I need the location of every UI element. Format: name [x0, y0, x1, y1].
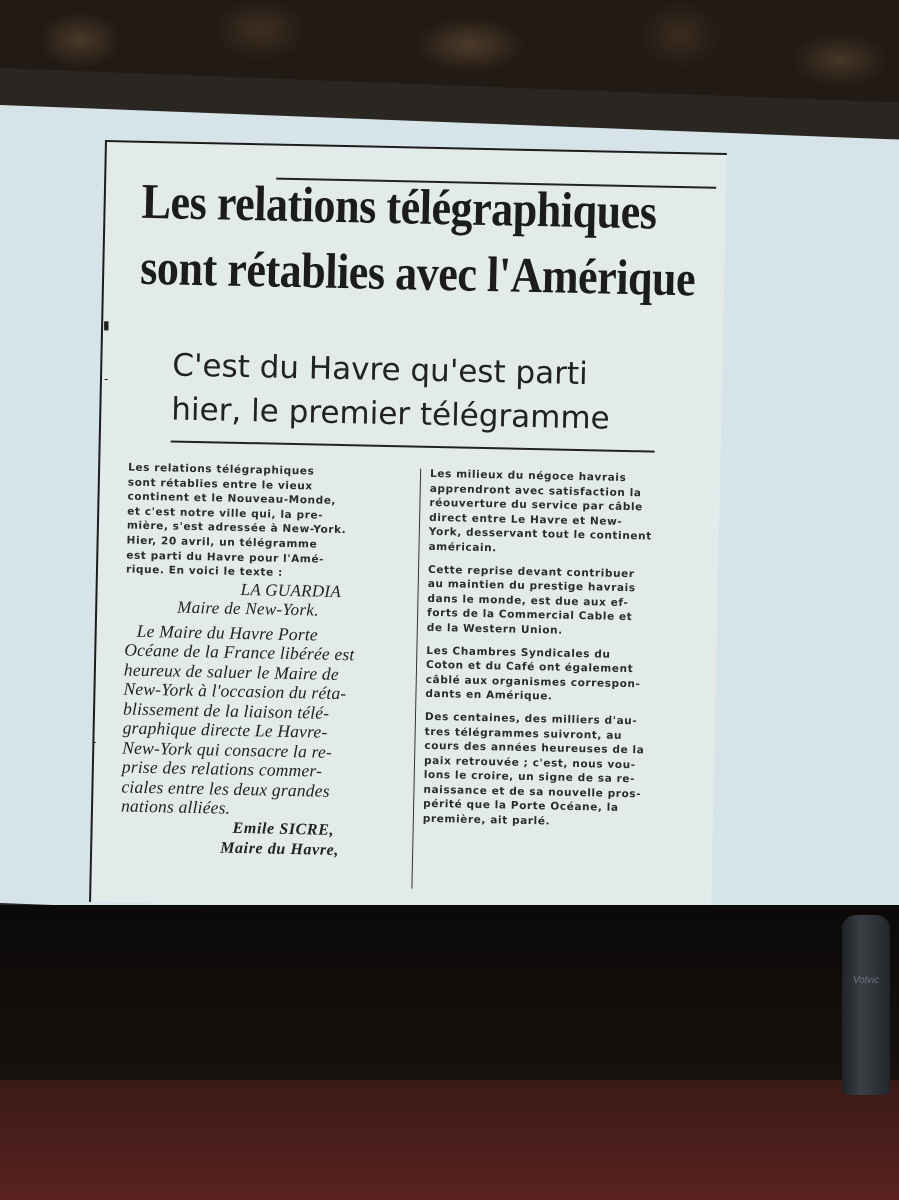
text-line: cours des années heureuses de la	[424, 739, 645, 757]
text-line: de la Western Union.	[426, 621, 563, 637]
text-line: au maintien du prestige havrais	[427, 578, 636, 595]
paragraph-2	[427, 562, 708, 641]
addressee-title: Maire de New-York.	[177, 597, 319, 620]
text-line: Les milieux du négoce havrais	[429, 467, 627, 484]
subheadline	[171, 343, 611, 440]
message-line: graphique directe Le Havre-	[122, 717, 328, 743]
right-column	[423, 467, 710, 832]
message-line: blissement de la liaison télé-	[122, 698, 330, 723]
addressee-name: LA GUARDIA	[240, 579, 342, 601]
message-line: New-York à l'occasion du réta-	[123, 678, 347, 704]
headline-line-2: sont rétablies avec l'Amérique	[139, 238, 696, 307]
subheadline-line-2: hier, le premier télégramme	[170, 391, 611, 437]
message-line: Le Maire du Havre Porte	[136, 620, 319, 645]
text-line: paix retrouvée ; c'est, nous vou-	[423, 754, 636, 771]
telegram-message	[121, 621, 415, 822]
headline	[139, 168, 696, 311]
telegram-signature	[120, 816, 411, 862]
intro-paragraph	[126, 461, 418, 584]
text-line: américain.	[428, 540, 497, 555]
bottle-label: Volvic	[852, 975, 880, 986]
text-line: forts de la Commercial Cable et	[427, 607, 633, 624]
text-line: tres télégrammes suivront, au	[424, 725, 623, 742]
text-line: est parti du Havre pour l'Amé-	[126, 549, 325, 566]
water-bottle	[842, 915, 890, 1095]
text-line: Cette reprise devant contribuer	[427, 563, 635, 580]
message-line: ciales entre les deux grandes	[121, 776, 330, 801]
newspaper-clipping	[89, 140, 727, 915]
text-line: Hier, 20 avril, un télégramme	[126, 534, 318, 551]
text-line: rique. En voici le texte :	[125, 563, 283, 579]
paragraph-3	[425, 643, 706, 707]
text-line: câblé aux organismes correspon-	[425, 673, 641, 691]
text-line: périté que la Porte Océane, la	[423, 798, 619, 815]
text-line: dants en Amérique.	[425, 688, 553, 703]
text-line: Des centaines, des milliers d'au-	[424, 710, 638, 728]
text-line: dans le monde, est due aux ef-	[427, 592, 629, 609]
text-line: Coton et du Café ont également	[425, 658, 634, 676]
signature-title: Maire du Havre,	[220, 839, 340, 859]
text-line: réouverture du service par câble	[429, 497, 643, 514]
paragraph-4	[423, 710, 705, 833]
left-column	[120, 461, 418, 863]
text-line: mière, s'est adressée à New-York.	[126, 519, 347, 537]
text-line: York, desservant tout le continent	[428, 526, 652, 543]
subheadline-line-1: C'est du Havre qu'est parti	[171, 347, 589, 393]
margin-mark: -	[92, 735, 97, 749]
text-line: continent et le Nouveau-Monde,	[127, 490, 337, 508]
text-line: Les Chambres Syndicales du	[426, 644, 611, 661]
text-line: lons le croire, un signe de sa re-	[423, 769, 636, 786]
margin-mark: -	[104, 372, 109, 386]
margin-mark: ▮	[103, 318, 110, 332]
message-line: New-York qui consacre la re-	[122, 737, 333, 762]
paragraph-1	[428, 467, 710, 560]
text-line: naissance et de sa nouvelle pros-	[423, 783, 642, 801]
text-line: apprendront avec satisfaction la	[429, 482, 642, 499]
subheadline-rule	[171, 440, 655, 452]
headline-line-1: Les relations télégraphiques	[141, 172, 658, 240]
text-line: direct entre Le Havre et New-	[429, 511, 623, 528]
message-line: Océane de la France libérée est	[124, 639, 355, 665]
message-line: nations alliées.	[120, 795, 231, 819]
telegram-addressee	[125, 577, 416, 621]
stage-edge	[0, 1080, 899, 1200]
text-line: première, ait parlé.	[422, 812, 551, 828]
text-line: sont rétablies entre le vieux	[127, 476, 313, 493]
message-line: heureux de saluer le Maire de	[123, 659, 340, 684]
signature-name: Emile SICRE,	[232, 819, 335, 839]
text-line: et c'est notre ville qui, la pre-	[127, 505, 324, 522]
message-line: prise des relations commer-	[121, 756, 323, 781]
text-line: Les relations télégraphiques	[128, 461, 315, 478]
